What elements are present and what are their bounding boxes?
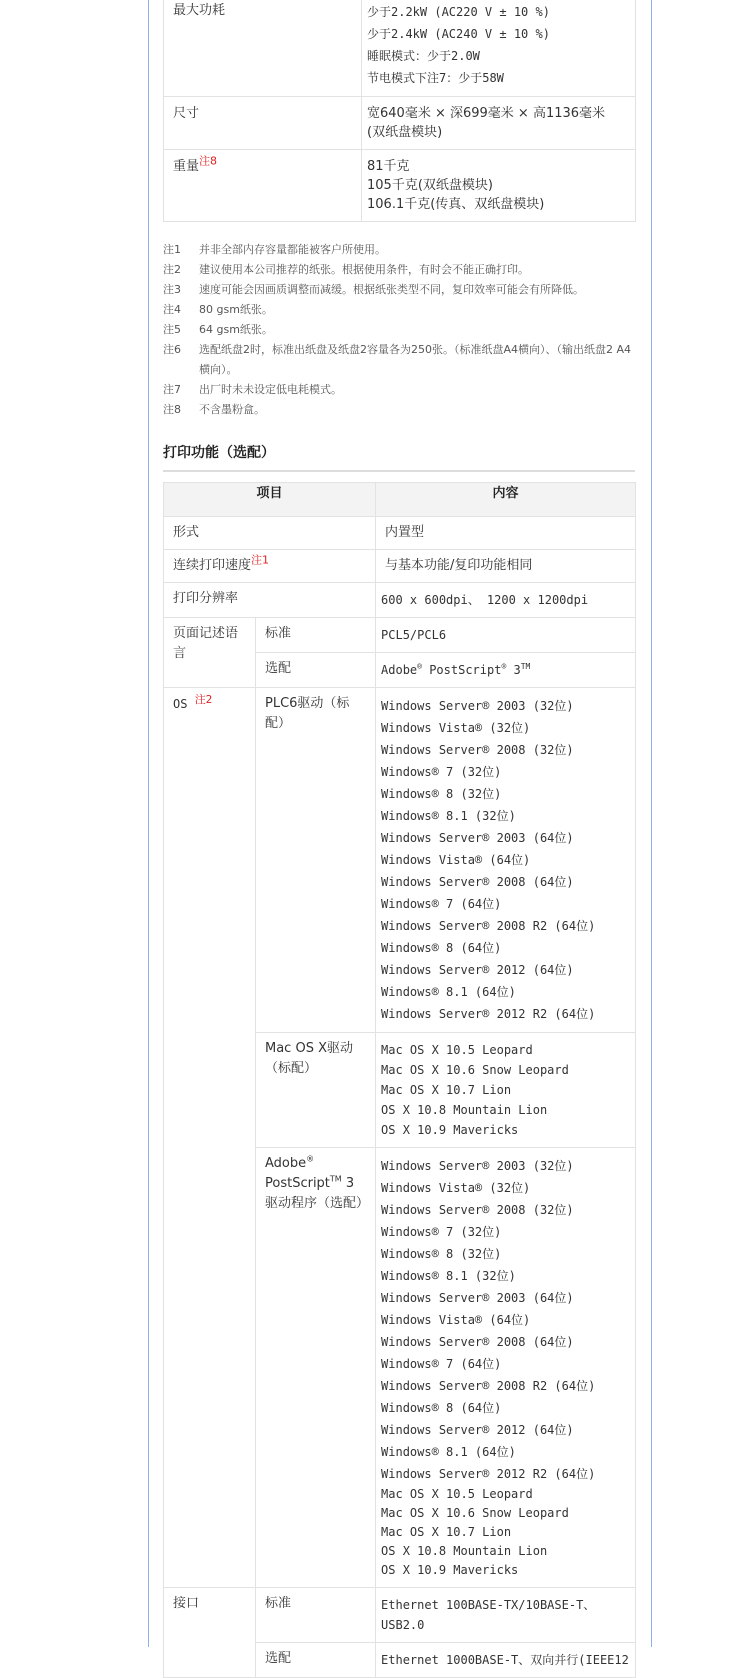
row-sublabel: 选配	[256, 653, 376, 688]
table-row	[164, 688, 636, 1033]
row-value: 600 x 600dpi、 1200 x 1200dpi	[376, 583, 636, 618]
column-header-item: 项目	[164, 483, 376, 517]
spec-table-top	[163, 0, 636, 222]
note-ref[interactable]: 注8	[199, 154, 218, 168]
footnotes	[163, 240, 635, 420]
table-row	[164, 583, 636, 618]
row-value: Ethernet 1000BASE-T、双向并行(IEEE12	[376, 1643, 636, 1678]
row-value: PCL5/PCL6	[376, 618, 636, 653]
row-label: 页面记述语言	[164, 618, 256, 688]
footnote: 注3 速度可能会因画质调整而减缓。根据纸张类型不同，复印效率可能会有所降低。	[163, 283, 584, 296]
row-value: Mac OS X 10.5 Leopard Mac OS X 10.6 Snow Leopard Mac OS X 10.7 Lion OS X 10.8 Mountain Lion OS X 10.9 Mavericks	[376, 1033, 636, 1148]
row-value: 少于2.2kW (AC220 V ± 10 %) 少于2.4kW (AC240 V ± 10 %) 睡眠模式：少于2.0W 节电模式下注7：少于58W	[362, 0, 636, 97]
table-row	[164, 550, 636, 583]
table-row	[164, 517, 636, 550]
row-value: Windows Server® 2003 (32位) Windows Vista® (32位) Windows Server® 2008 (32位) Windows® 7 (32位) Windows® 8 (32位) Windows® 8.1 (32位) Windows Server® 2003 (64位) Windows Vista® (64位) Windows Server® 2008 (64位) Windows® 7 (64位) Windows Server® 2008 R2 (64位) Windows® 8 (64位) Windows Server® 2012 (64位) Windows® 8.1 (64位) Windows Server® 2012 R2 (64位)	[376, 688, 636, 1033]
row-sublabel: PLC6驱动（标配）	[256, 688, 376, 1033]
footnote: 注4 80 gsm纸张。	[163, 303, 273, 316]
row-sublabel: 标准	[256, 618, 376, 653]
print-spec-table	[163, 482, 636, 1678]
row-sublabel: Adobe® PostScript™ 3 驱动程序（选配）	[256, 1148, 376, 1588]
table-row	[164, 618, 636, 653]
footnote: 注2 建议使用本公司推荐的纸张。根据使用条件，有时会不能正确打印。	[163, 263, 529, 276]
table-header-row	[164, 483, 636, 517]
footnote: 注6 选配纸盘2时，标准出纸盘及纸盘2容量各为250张。（标准纸盘A4横向）、（输出纸盘2 A4横向）。	[163, 343, 632, 376]
row-label: 连续打印速度$^{注1}$	[164, 550, 376, 583]
footnote: 注7 出厂时未未设定低电耗模式。	[163, 383, 342, 396]
footnote: 注5 64 gsm纸张。	[163, 323, 273, 336]
row-label: 接口	[164, 1588, 256, 1678]
row-value: Ethernet 100BASE-TX/10BASE-T、 USB2.0	[376, 1588, 636, 1643]
row-label: 形式	[164, 517, 376, 550]
row-value: Windows Server® 2003 (32位) Windows Vista® (32位) Windows Server® 2008 (32位) Windows® 7 (32位) Windows® 8 (32位) Windows® 8.1 (32位) Windows Server® 2003 (64位) Windows Vista® (64位) Windows Server® 2008 (64位) Windows® 7 (64位) Windows Server® 2008 R2 (64位) Windows® 8 (64位) Windows Server® 2012 (64位) Windows® 8.1 (64位) Windows Server® 2012 R2 (64位) Mac OS X 10.5 Leopard Mac OS X 10.6 Snow Leopard Mac OS X 10.7 Lion OS X 10.8 Mountain Lion OS X 10.9 Mavericks	[376, 1148, 636, 1588]
footnote: 注1 并非全部内存容量都能被客户所使用。	[163, 243, 386, 256]
row-value: 宽640毫米 × 深699毫米 × 高1136毫米 (双纸盘模块)	[362, 97, 636, 150]
row-label: OS 注2	[164, 688, 256, 1588]
row-value: 81千克 105千克(双纸盘模块) 106.1千克(传真、双纸盘模块)	[362, 150, 636, 222]
row-value: 内置型	[376, 517, 636, 550]
row-label: 重量$^{注8}$	[164, 150, 362, 222]
section-title: 打印功能（选配）	[163, 442, 635, 472]
footnote: 注8 不含墨粉盒。	[163, 403, 265, 416]
table-row	[164, 97, 636, 150]
row-label: 尺寸	[164, 97, 362, 150]
row-sublabel: 标准	[256, 1588, 376, 1643]
row-value: 与基本功能/复印功能相同	[376, 550, 636, 583]
row-sublabel: Mac OS X驱动（标配）	[256, 1033, 376, 1148]
column-header-content: 内容	[376, 483, 636, 517]
note-ref[interactable]: 注2	[194, 693, 213, 706]
table-row	[164, 0, 636, 97]
table-row	[164, 1588, 636, 1643]
row-label: 打印分辨率	[164, 583, 376, 618]
row-label: 最大功耗	[164, 0, 362, 97]
row-sublabel: 选配	[256, 1643, 376, 1678]
note-ref[interactable]: 注1	[251, 553, 270, 567]
spec-content	[163, 0, 635, 1678]
table-row	[164, 150, 636, 222]
row-value: Adobe® PostScript® 3™	[376, 653, 636, 688]
